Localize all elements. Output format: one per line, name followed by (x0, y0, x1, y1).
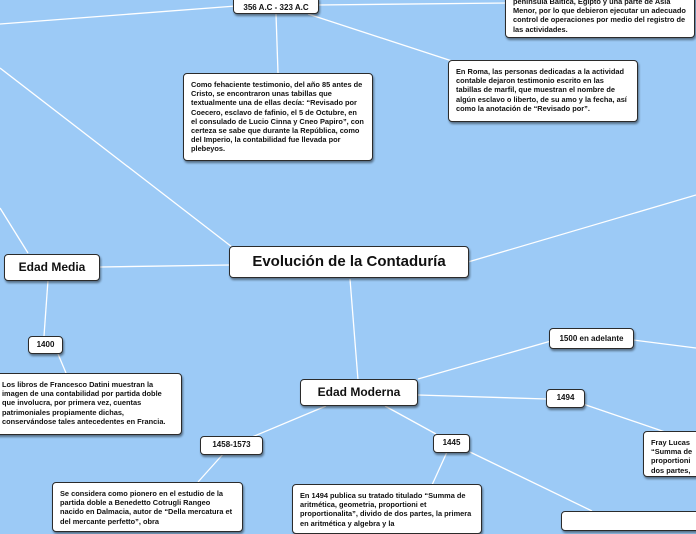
note-egipto-control[interactable]: península Báltica, Egipto y una parte de Asia Menor, por lo que debieron ejecutar un adecuado control de operaciones por medio del registro de las actividades. (505, 0, 695, 38)
topic-edad-media[interactable]: Edad Media (4, 254, 100, 281)
central-topic[interactable]: Evolución de la Contaduría (229, 246, 469, 278)
date-1445[interactable]: 1445 (433, 434, 470, 453)
note-roma-tabillas[interactable]: En Roma, las personas dedicadas a la actividad contable dejaron testimonio escrito en las tabillas de marfil, que muestran el nombre de algún esclavo o liberto, de su amo y la fecha, así como la anotación de “Revisado por”. (448, 60, 638, 122)
date-1494[interactable]: 1494 (546, 389, 585, 408)
note-fray-lucas-pacioli[interactable]: Fray Lucas “Summa de proportioni dos partes, (643, 431, 696, 477)
note-testimonio-tabillas[interactable]: Como fehaciente testimonio, del año 85 antes de Cristo, se encontraron unas tabillas que textualmente una de ellas decía: “Revisado por Coecero, esclavo de fafinio, el 5 de Octubre, en el consulado de Lucio Cinna y Cneo Papiro”, con certeza se sabe que durante la República, como del Imperio, la contabilidad fue llevada por plebeyos. (183, 73, 373, 161)
note-benedetto-cotrugli[interactable]: Se considera como pionero en el estudio de la partida doble a Benedetto Cotrugli Rangeo nacido en Dalmacia, autor de “Della mercatura et del mercante perfetto”, obra (52, 482, 243, 532)
date-356ac-323ac[interactable]: 356 A.C - 323 A.C (233, 0, 319, 14)
date-1500-en-adelante[interactable]: 1500 en adelante (549, 328, 634, 349)
date-1458-1573[interactable]: 1458-1573 (200, 436, 263, 455)
cut-off-node[interactable] (561, 511, 696, 531)
note-francesco-datini[interactable]: Los libros de Francesco Datini muestran la imagen de una contabilidad por partida doble que involucra, por primera vez, cuentas patrimoniales propiamente dichas, conservándose tales antecedentes en Francia. (0, 373, 182, 435)
note-tratado-1494[interactable]: En 1494 publica su tratado titulado “Summa de aritmética, geometria, proportioni et proportionalita”, divido de dos partes, la primera en aritmética y algebra y la (292, 484, 482, 534)
topic-edad-moderna[interactable]: Edad Moderna (300, 379, 418, 406)
date-1400[interactable]: 1400 (28, 336, 63, 354)
